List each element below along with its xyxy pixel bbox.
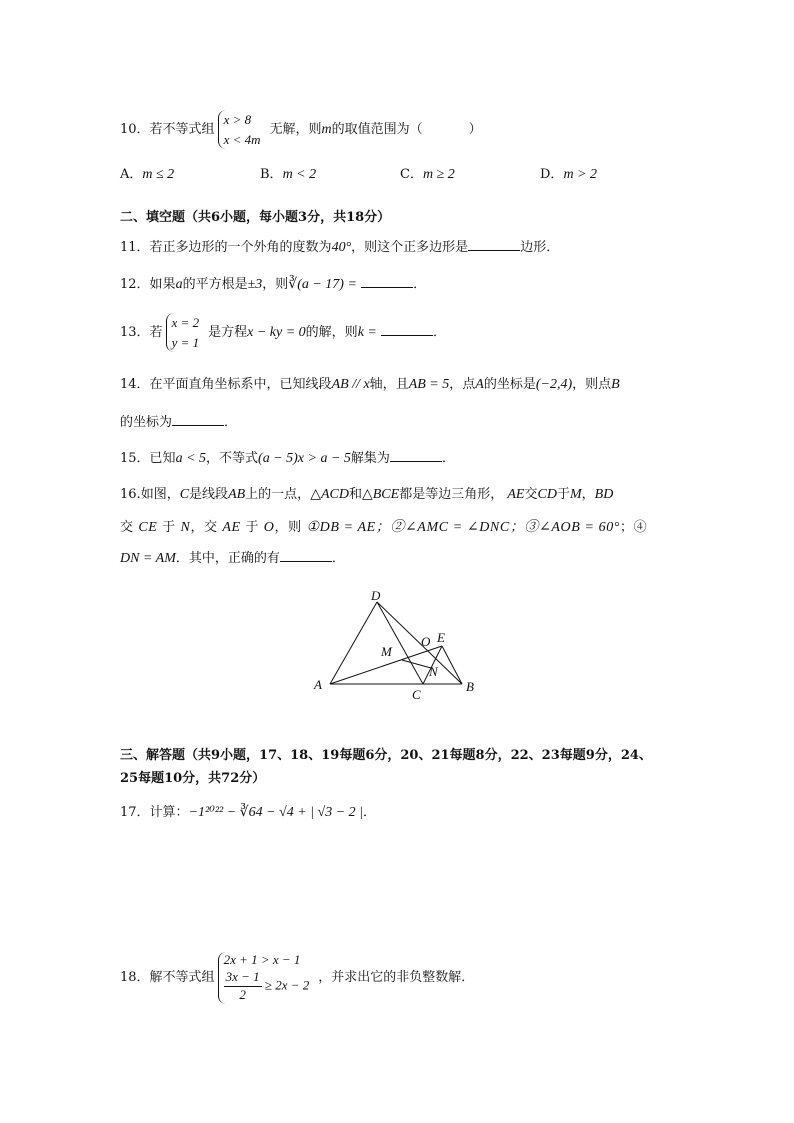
label-c: C (412, 687, 421, 700)
q10-suffix-b: 的取值范围为（ (331, 122, 423, 137)
segment-ad (330, 602, 377, 684)
section-3-heading: 三、解答题（共9小题，17、18、19每题6分，20、21每题8分，22、23每题9分，24、 (120, 748, 652, 763)
q10-close: ） (468, 122, 482, 137)
q10-prefix: 若不等式组 (149, 122, 215, 137)
label-o: O (421, 634, 431, 649)
question-16-line-3: DN = AM．其中，正确的有 ． (120, 551, 345, 566)
label-n: N (429, 664, 438, 679)
question-16-line-2: 交 CE 于 N，交 AE 于 O，则 ①DB = AE；②∠AMC = ∠DNC；③∠AOB = 60°；④ (120, 520, 648, 535)
segment-mn (402, 660, 431, 668)
segment-dc (377, 602, 423, 684)
geometry-figure (310, 588, 480, 700)
question-18: 18．解不等式组 2x + 1 > x − 1 $\frac{3x - 1}{2}$ ≥ 2x − 2 ，并求出它的非负整数解． (120, 952, 475, 1002)
question-15: 15．已知a < 5，不等式(a − 5)x > a − 5解集为 ． (120, 451, 455, 466)
q10-number: 10． (120, 122, 150, 137)
q10-system: x > 8 x < 4m (218, 110, 267, 149)
question-14-line-2: 的坐标为 ． (120, 415, 238, 430)
question-14: 14．在平面直角坐标系中，已知线段AB // x轴，且AB = 5，点A的坐标是(−2,4)，则点B (120, 377, 620, 392)
q10-option-a: A．m ≤ 2 (120, 167, 175, 182)
segment-bd (377, 602, 462, 684)
q10-suffix-a: 无解，则 (269, 122, 322, 137)
q13-system: x = 2 y = 1 (166, 313, 206, 352)
q18-system: 2x + 1 > x − 1 $\frac{3x - 1}{2}$ ≥ 2x − 2 (218, 952, 316, 1004)
question-11: 11．若正多边形的一个外角的度数为40°，则这个正多边形是 边形． (120, 240, 560, 255)
label-d: D (371, 588, 381, 603)
question-12: 12．如果a的平方根是±3，则∛(a − 17) = ． (120, 277, 427, 292)
section-3-heading-line-2: 25每题10分，共72分） (120, 771, 266, 786)
label-m: M (381, 644, 392, 659)
q10-option-c: C．m ≥ 2 (400, 167, 455, 182)
label-e: E (437, 630, 445, 645)
q10-var: m (321, 122, 332, 137)
question-10 (120, 110, 482, 149)
question-13: 13．若 x = 2 y = 1 是方程x − ky = 0的解，则k = ． (120, 313, 446, 352)
section-2-heading: 二、填空题（共6小题，每小题3分，共18分） (120, 210, 391, 225)
segment-eb (442, 646, 462, 684)
q10-option-d: D．m > 2 (540, 167, 597, 182)
question-17: 17．计算：−1²⁰²² − ∛64 − √4 + | √3 − 2 |． (120, 805, 377, 820)
label-a: A (314, 677, 322, 692)
question-16: 16.如图，C是线段AB上的一点，△ACD和△BCE都是等边三角形， AE交CD于M，BD (120, 487, 614, 502)
label-b: B (466, 679, 474, 694)
q10-option-b: B．m < 2 (260, 167, 317, 182)
